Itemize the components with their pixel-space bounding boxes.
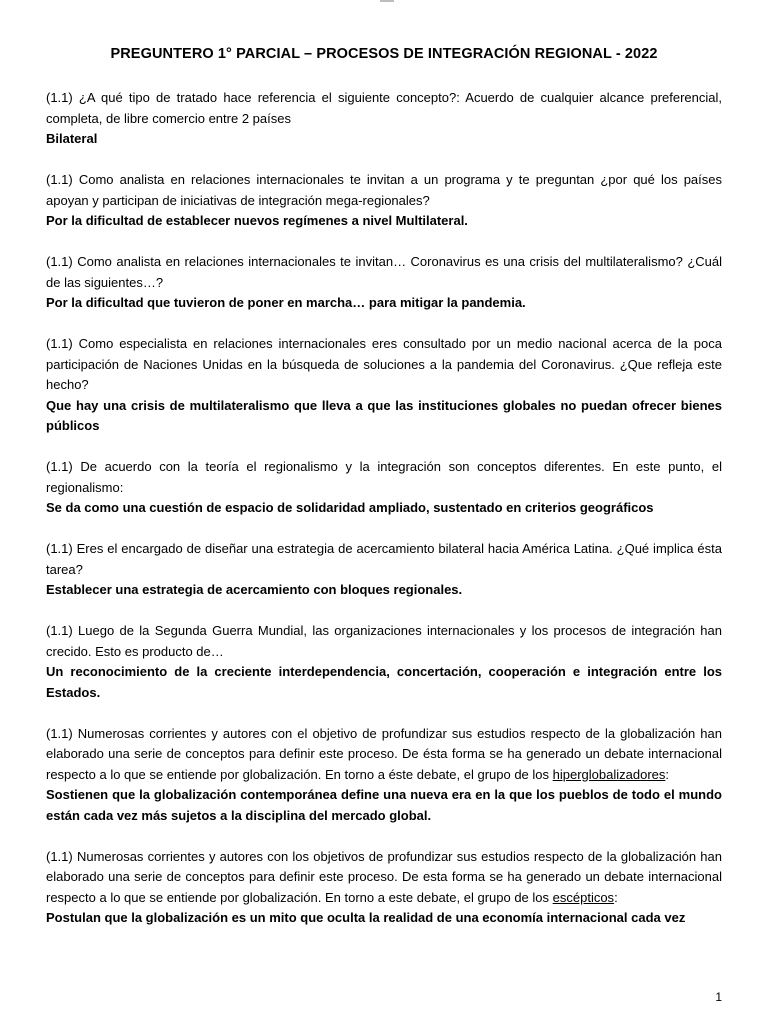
underlined-term: escépticos bbox=[552, 889, 615, 905]
question-text: (1.1) De acuerdo con la teoría el regionalismo y la integración son conceptos diferentes. En este punto, el regionalismo: bbox=[46, 459, 722, 495]
answer-text: Sostienen que la globalización contemporánea define una nueva era en la que los pueblos de todo el mundo están cada vez más sujetos a la disciplina del mercado global. bbox=[46, 787, 722, 823]
question-text bbox=[46, 724, 722, 786]
question-text bbox=[46, 847, 722, 909]
answer-text: Bilateral bbox=[46, 131, 98, 146]
question-text: (1.1) Como analista en relaciones internacionales te invitan… Coronavirus es una crisis del multilateralismo? ¿Cuál de las siguientes…? bbox=[46, 254, 722, 290]
answer-text: Establecer una estrategia de acercamiento con bloques regionales. bbox=[46, 582, 463, 597]
qa-item bbox=[46, 847, 722, 929]
qa-item bbox=[46, 457, 722, 519]
answer-text: Se da como una cuestión de espacio de solidaridad ampliado, sustentado en criterios geográficos bbox=[46, 500, 654, 515]
header-mark bbox=[380, 0, 394, 2]
question-text: (1.1) Eres el encargado de diseñar una estrategia de acercamiento bilateral hacia América Latina. ¿Qué implica ésta tarea? bbox=[46, 541, 722, 577]
answer-text: Postulan que la globalización es un mito que oculta la realidad de una economía internacional cada vez bbox=[46, 910, 686, 925]
underlined-term: hiperglobalizadores bbox=[552, 766, 666, 782]
qa-item bbox=[46, 88, 722, 150]
answer-text: Por la dificultad de establecer nuevos regímenes a nivel Multilateral. bbox=[46, 213, 468, 228]
qa-item bbox=[46, 724, 722, 827]
answer-text: Un reconocimiento de la creciente interdependencia, concertación, cooperación e integración entre los Estados. bbox=[46, 664, 722, 700]
qa-item bbox=[46, 170, 722, 232]
question-text: (1.1) Luego de la Segunda Guerra Mundial, las organizaciones internacionales y los procesos de integración han crecido. Esto es producto de… bbox=[46, 623, 722, 659]
question-text: (1.1) Como analista en relaciones internacionales te invitan a un programa y te preguntan ¿por qué los países apoyan y participan de iniciativas de integración mega-regionales? bbox=[46, 172, 722, 208]
qa-item bbox=[46, 621, 722, 703]
question-text-lead: (1.1) Numerosas corrientes y autores con los objetivos de profundizar sus estudios respecto de la globalización han elaborado una serie de conceptos para definir este proceso. De esta forma se ha generado un debate internacional respecto a lo que se entiende por globalización. En torno a este debate, el grupo de los bbox=[46, 848, 722, 905]
question-text: (1.1) ¿A qué tipo de tratado hace referencia el siguiente concepto?: Acuerdo de cualquier alcance preferencial, completa, de libre comercio entre 2 países bbox=[46, 90, 722, 126]
question-text-tail: : bbox=[614, 889, 618, 905]
qa-item bbox=[46, 252, 722, 314]
qa-item bbox=[46, 334, 722, 437]
answer-text: Por la dificultad que tuvieron de poner en marcha… para mitigar la pandemia. bbox=[46, 295, 526, 310]
page-number: 1 bbox=[715, 990, 722, 1004]
page-title: PREGUNTERO 1° PARCIAL – PROCESOS DE INTEGRACIÓN REGIONAL - 2022 bbox=[110, 46, 658, 62]
question-text: (1.1) Como especialista en relaciones internacionales eres consultado por un medio nacional acerca de la poca participación de Naciones Unidas en la búsqueda de soluciones a la pandemia del Coronavirus. ¿Que refleja este hecho? bbox=[46, 336, 722, 392]
question-text-tail: : bbox=[665, 766, 670, 782]
question-text-lead: (1.1) Numerosas corrientes y autores con el objetivo de profundizar sus estudios respecto de la globalización han elaborado una serie de conceptos para definir este proceso. De ésta forma se ha generado un debate internacional respecto a lo que se entiende por globalización. En torno a éste debate, el grupo de los bbox=[46, 725, 722, 782]
question-list bbox=[46, 88, 722, 949]
answer-text: Que hay una crisis de multilateralismo que lleva a que las instituciones globales no puedan ofrecer bienes públicos bbox=[46, 397, 722, 433]
qa-item bbox=[46, 539, 722, 601]
